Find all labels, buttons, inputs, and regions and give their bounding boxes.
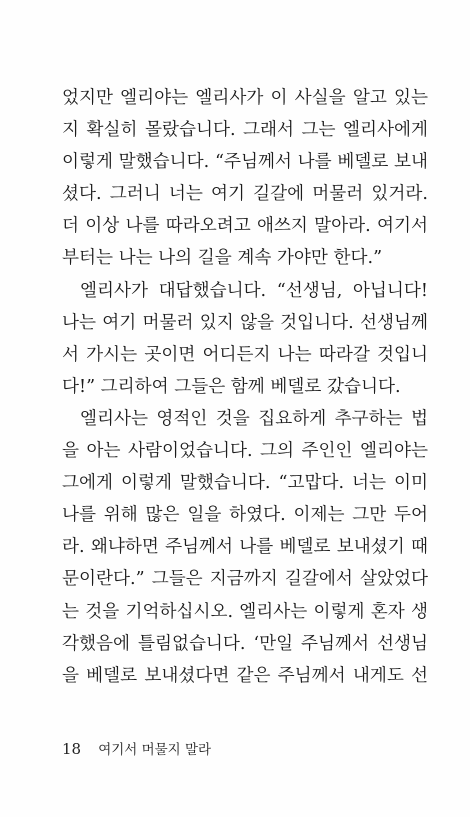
- body-text: [62, 82, 428, 692]
- text-line: 지 확실히 몰랐습니다. 그래서 그는 엘리사에게: [62, 120, 428, 141]
- page-number: 18: [62, 740, 82, 758]
- page-footer: [62, 738, 211, 758]
- text-line: 각했음에 틀림없습니다. ‘만일 주님께서 선생님: [62, 633, 428, 654]
- text-line: 었지만 엘리야는 엘리사가 이 사실을 알고 있는: [62, 88, 428, 108]
- text-line: 문이란다.” 그들은 지금까지 길갈에서 살았었다: [62, 569, 428, 590]
- text-line: 부터는 나는 나의 길을 계속 가야만 한다.”: [62, 248, 383, 269]
- text-line: 나를 위해 많은 일을 하였다. 이제는 그만 두어: [62, 505, 428, 526]
- text-line: 엘리사가 대답했습니다. “선생님, 아닙니다!: [80, 280, 428, 301]
- text-line: 셨다. 그러니 너는 여기 길갈에 머물러 있거라.: [62, 184, 428, 205]
- text-line: 을 아는 사람이었습니다. 그의 주인인 엘리야는: [62, 441, 428, 462]
- text-line: 라. 왜냐하면 주님께서 나를 베델로 보내셨기 때: [62, 537, 428, 558]
- text-line: 더 이상 나를 따라오려고 애쓰지 말아라. 여기서: [62, 216, 428, 237]
- text-line: 엘리사는 영적인 것을 집요하게 추구하는 법: [80, 408, 428, 429]
- text-line: 을 베델로 보내셨다면 같은 주님께서 내게도 선: [62, 665, 428, 686]
- text-line: 는 것을 기억하십시오. 엘리사는 이렇게 혼자 생: [62, 601, 428, 622]
- text-line: 그에게 이렇게 말했습니다. “고맙다. 너는 이미: [62, 473, 428, 494]
- text-line: 이렇게 말했습니다. “주님께서 나를 베델로 보내: [62, 152, 428, 173]
- text-line: 다!” 그리하여 그들은 함께 베델로 갔습니다.: [62, 376, 401, 397]
- text-line: 서 가시는 곳이면 어디든지 나는 따라갈 것입니: [62, 344, 428, 365]
- running-title: 여기서 머물지 말라: [98, 742, 212, 758]
- text-line: 나는 여기 머물러 있지 않을 것입니다. 선생님께: [62, 312, 428, 333]
